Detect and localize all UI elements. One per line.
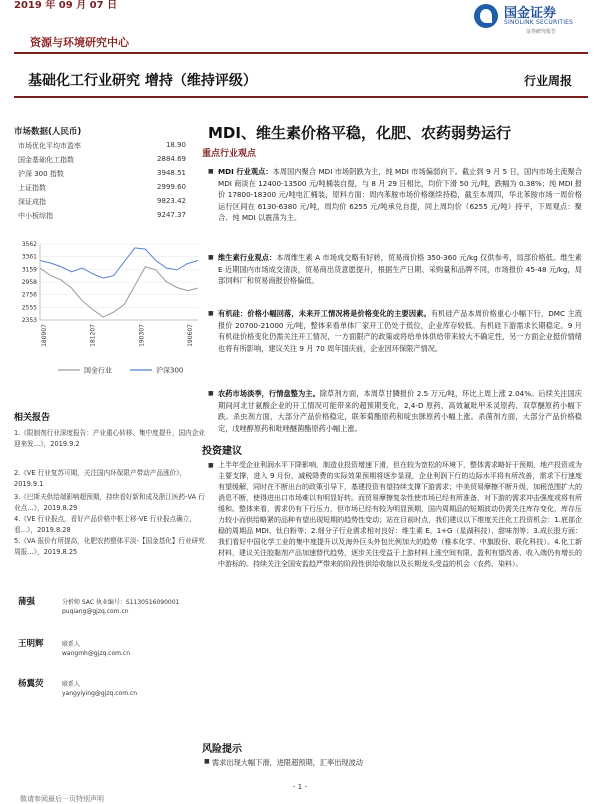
chart-y-tick-label: 3361 (21, 253, 37, 261)
investment-advice: ■ 上半年受企业利润水平下降影响，制造业投资增速下滑，但在较为宽松的环境下，整体需求略好于预期，地产投资或为主要支撑，进入 9 月份，减税降费的实际效果预期将逐步显现，企业利润下行的边际水平将有所改善，需求下行速度有望缓解，同时在不断出台的政策引导下，基建投资有望持续支撑下游需求；中美贸易摩擦不断升级，加税范围扩大的消息不断，使得进出口市场难以有明显好转。而贸易摩擦复杂性使市场已经有所准备，对下游的需求冲击强度或将有所缓和。整体来看，需求仍有下行压力，但市场已经有较为明显预期，国内周期品的短期波动仍需关注库存变化，库存压力较小而供给略紧的品种有望出现短期的趋势性变动；站在目前时点，我们建议以下维度关注化工投资机会：1.底部企稳的周期品 MDI、钛白粉等；2.细分子行业需求相对良好：维生素 E、1+G（星湖科技）、甜味剂等；3.成长股方面：我们看好中国化学工业的集中度提升以及海外巨头外包比例加大的趋势（雅本化学、中旗股份、联化科技）。4.化工新材料，建议关注胶黏剂产品加速替代趋势，逐步关注受益于上游材料上涨空间有限、盈利有望改善、收入端仍有增长的中游标的。持续关注全国安监趋严带来的阶段性供给收缩以及长期龙头受益的机会（农药、染料）。 (212, 460, 582, 570)
footer-note: 敬请参阅最后一页特别声明 (20, 795, 104, 803)
analyst-entry (14, 640, 206, 664)
market-row: 市场优化平均市盈率 18.90 (18, 141, 186, 150)
report-date: 2019 年 09 月 07 日 (14, 0, 118, 11)
chart-legend-label: 沪深300 (156, 366, 184, 375)
analyst-role: 联系人 (62, 681, 81, 688)
key-views-heading: 重点行业观点 (202, 149, 257, 159)
market-data-title: 市场数据(人民币) (14, 127, 82, 137)
related-report-item[interactable]: 1.《限制剂行业深度报告：产业重心转移、集中度提升，国内企业迎来发…》，2019.9.2 (14, 429, 205, 448)
analyst-role: 联系人 (62, 641, 81, 648)
logo-icon (474, 4, 498, 28)
header-divider (14, 52, 588, 54)
chart-x-tick-label: 180907 (41, 324, 48, 347)
chart-legend-label: 国金行业 (84, 366, 112, 375)
chart-y-tick-label: 2756 (21, 291, 37, 299)
analyst-entry (14, 598, 206, 622)
market-row: 中小板综指 9247.37 (18, 211, 186, 220)
market-row: 深证成指 9823.42 (18, 197, 186, 206)
related-report-item[interactable]: 3.《巴斯夫供给端影响超预期，持续看好新和成及浙江医药-VA 行业点…》，2019.8.29 (14, 493, 205, 512)
related-report-item[interactable]: 2.《VE 行业复苏可期，关注国内环保限产带动产品涨价》，2019.9.1 (14, 469, 187, 488)
chart-y-tick-label: 2353 (21, 317, 37, 324)
mdi-view: ■ MDI 行业观点：本周国内聚合 MDI 市场阴跌为主，纯 MDI 市场偏弱向下。截止到 9 月 5 日，国内市场主流聚合 MDI 商谈在 12400-13500 元/吨桶装自提，与 8 月 29 日相比，均价下滑 50 元/吨，跌幅为 0.38%；纯 MDI 报价 17800-18300 元/吨电汇桶装，原料方面：周内苯胺市场价格继续持稳，截至本周四，华北苯胺市场一周价格运行区间在 6130-6380 元/吨，周均价 6255 元/吨承兑自提，同上周均价（6255 元/吨）持平，下周观点：聚合、纯 MDI 以震荡为主。 (212, 166, 582, 224)
market-row: 沪深 300 指数 3948.51 (18, 169, 186, 178)
industry-rating: 基础化工行业研究 增持（维持评级） (28, 73, 257, 89)
analyst-entry (14, 680, 206, 704)
related-reports-title: 相关报告 (14, 413, 51, 423)
report-type: 行业周报 (523, 74, 572, 88)
vitamin-view: ■ 维生素行业观点：本周维生素 A 市场成交略有好转，贸易商价格 350-360 元/kg 仅供参考，局部价格低。维生素 E 近期国内市场成交清淡，贸易商出货意愿提升，根据生产日期、采购量和品牌不同，市场报价 45-48 元/kg，局部饲料厂和贸易商报价格偏低。 (212, 252, 582, 287)
chart-x-tick-label: 190607 (187, 324, 194, 347)
page-number: - 1 - (293, 783, 307, 791)
index-line-chart (14, 240, 204, 385)
analyst-role: 分析师 SAC 执业编号：S1130516090001 (62, 599, 180, 606)
risk-heading: 风险提示 (202, 744, 242, 755)
pesticide-view: ■ 农药市场淡季，行情盘整为主。除草剂方面，本周草甘膦报价 2.5 万元/吨，环比上周上涨 2.04%。后续关注国庆期间河北甘氨酸企业的开工情况可能带来的超预期变化，2,4-D 原药、高效氟吡甲禾灵原药、双草醚原药小幅下跌。杀虫剂方面，大部分产品价格稳定，联苯菊酯原药和啶虫脒原药小幅上涨。杀菌剂方面，大部分产品价格稳定，戊唑醇原药和吡唑醚菌酯原药小幅上涨。 (212, 388, 582, 434)
logo-subtitle: 证券研究报告 (526, 29, 557, 35)
related-report-item[interactable]: 5.《VA 报价有所提高，化肥农药整体平淡-【国金基化】行业研究周报…》，2019.8.25 (14, 537, 205, 556)
research-center: 资源与环境研究中心 (30, 36, 129, 49)
company-logo (474, 2, 584, 38)
silicone-view: ■ 有机硅：价格小幅回落，未来开工情况将是价格变化的主要因素。有机硅产品本周价格重心小幅下行，DMC 主流报价 20700-21000 元/吨，整体来看单体厂家开工仍处于低位，企业库存较低。有机硅下游需求长期稳定。9 月有机硅价格变化仍需关注开工情况，一方面限产的政策或将给单体供给带来较大不确定性，另一方面企业挺价情绪也将有所影响，建议关注 9 月 70 周年国庆前，企业因环保限产情况。 (212, 308, 582, 354)
analyst-name: 蒲强 (18, 597, 36, 607)
title-divider (14, 96, 588, 98)
report-title: MDI、维生素价格平稳，化肥、农药弱势运行 (208, 124, 511, 142)
chart-series-line (40, 248, 198, 278)
analyst-email[interactable]: yangyiying@gjzq.com.cn (62, 690, 138, 697)
chart-series-line (40, 267, 198, 317)
chart-y-tick-label: 2555 (21, 304, 37, 312)
chart-x-tick-label: 190307 (138, 324, 146, 347)
chart-y-tick-label: 3562 (21, 241, 37, 248)
analyst-email[interactable]: puqiang@gjzq.com.cn (62, 608, 129, 615)
analyst-email[interactable]: wangmh@gjzq.com.cn (62, 650, 131, 657)
analyst-name: 杨翼荧 (18, 679, 44, 689)
chart-x-tick-label: 181207 (89, 324, 97, 347)
logo-name-cn: 国金证券 (504, 6, 557, 21)
analyst-name: 王明辉 (18, 639, 44, 649)
advice-heading: 投资建议 (202, 446, 242, 457)
chart-y-tick-label: 3159 (21, 266, 37, 274)
risk-item: ■ 需求出现大幅下滑，进限超预期，汇率出现波动 (212, 758, 582, 768)
chart-y-tick-label: 2958 (21, 279, 37, 286)
related-report-item[interactable]: 4.《VE 行业报点，看好产品价格中枢上移-VE 行业报点确立，看…》，2019.8.28 (14, 515, 196, 534)
market-row: 国金基础化工指数 2884.69 (18, 155, 186, 164)
market-row: 上证指数 2999.60 (18, 183, 186, 192)
logo-name-en: SINOLINK SECURITIES (504, 19, 574, 26)
